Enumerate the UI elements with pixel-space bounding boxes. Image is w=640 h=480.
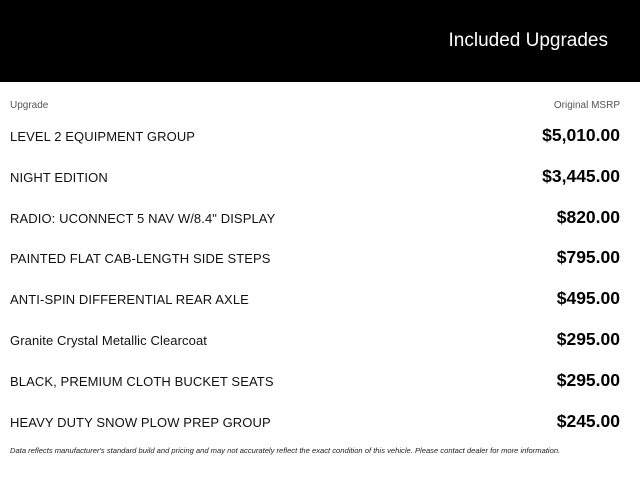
upgrade-name: Granite Crystal Metallic Clearcoat [10,332,208,348]
upgrade-price: $245.00 [556,410,620,431]
upgrade-list [0,115,640,441]
column-header-msrp: Original MSRP [553,100,620,111]
upgrade-price: $295.00 [556,328,620,349]
page-title: Included Upgrades [448,30,608,51]
upgrade-price: $295.00 [556,369,620,390]
upgrade-price: $3,445.00 [542,165,620,186]
list-item [0,360,640,401]
upgrade-name: PAINTED FLAT CAB-LENGTH SIDE STEPS [10,251,271,267]
list-item [0,401,640,442]
list-item [0,237,640,278]
list-item [0,197,640,238]
header-banner [0,0,640,82]
list-item [0,156,640,197]
column-header-upgrade: Upgrade [10,100,49,111]
upgrade-name: ANTI-SPIN DIFFERENTIAL REAR AXLE [10,292,249,308]
upgrade-price: $795.00 [556,247,620,268]
upgrade-name: BLACK, PREMIUM CLOTH BUCKET SEATS [10,373,274,389]
upgrade-name: HEAVY DUTY SNOW PLOW PREP GROUP [10,414,271,430]
list-item [0,115,640,156]
upgrade-price: $5,010.00 [542,125,620,145]
upgrade-name: LEVEL 2 EQUIPMENT GROUP [10,129,196,144]
list-item [0,278,640,319]
upgrade-price: $820.00 [556,206,620,227]
upgrade-name: NIGHT EDITION [10,169,108,185]
list-item [0,319,640,360]
disclaimer-text: Data reflects manufacturer's standard build and pricing and may not accurately reflect the exact condition of this vehicle. Please contact dealer for more information. [10,446,561,455]
upgrade-price: $495.00 [556,288,620,309]
upgrade-name: RADIO: UCONNECT 5 NAV W/8.4" DISPLAY [10,210,276,226]
